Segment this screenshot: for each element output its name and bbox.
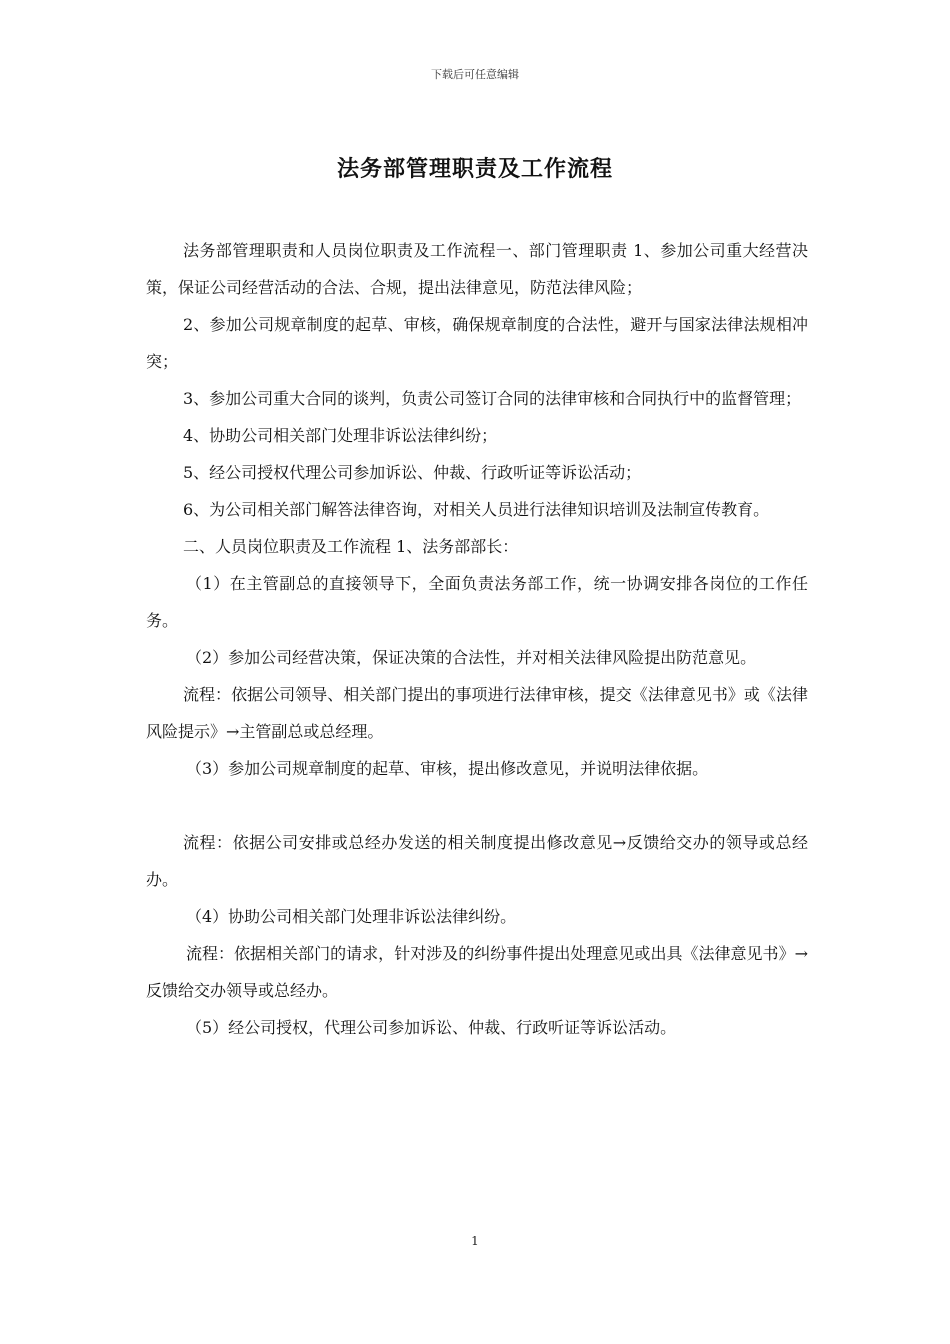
document-title: 法务部管理职责及工作流程 (336, 156, 613, 182)
paragraph: 流程：依据相关部门的请求，针对涉及的纠纷事件提出处理意见或出具《法律意见书》→反馈给交办领导或总经办。 (146, 944, 808, 1000)
paragraph: 4、协助公司相关部门处理非诉讼法律纠纷； (183, 426, 498, 445)
paragraph: （4）协助公司相关部门处理非诉讼法律纠纷。 (186, 907, 517, 926)
paragraph: 二、人员岗位职责及工作流程 1、法务部部长： (183, 537, 519, 556)
page-number: 1 (471, 1234, 479, 1248)
paragraph: （3）参加公司规章制度的起草、审核，提出修改意见，并说明法律依据。 (186, 759, 709, 778)
paragraph: （5）经公司授权，代理公司参加诉讼、仲裁、行政听证等诉讼活动。 (186, 1018, 677, 1037)
paragraph: 流程：依据公司安排或总经办发送的相关制度提出修改意见→反馈给交办的领导或总经办。 (146, 833, 808, 889)
paragraph: 2、参加公司规章制度的起草、审核，确保规章制度的合法性，避开与国家法律法规相冲突； (146, 315, 808, 371)
paragraph: 5、经公司授权代理公司参加诉讼、仲裁、行政听证等诉讼活动； (183, 463, 642, 482)
paragraph: 3、参加公司重大合同的谈判，负责公司签订合同的法律审核和合同执行中的监督管理； (183, 389, 802, 408)
paragraph: （2）参加公司经营决策，保证决策的合法性，并对相关法律风险提出防范意见。 (186, 648, 757, 667)
header-note: 下载后可任意编辑 (431, 68, 519, 81)
paragraph: 6、为公司相关部门解答法律咨询，对相关人员进行法律知识培训及法制宣传教育。 (183, 500, 770, 519)
paragraph: 法务部管理职责和人员岗位职责及工作流程一、部门管理职责 1、参加公司重大经营决策，保证公司经营活动的合法、合规，提出法律意见，防范法律风险； (146, 241, 808, 297)
paragraph: （1）在主管副总的直接领导下，全面负责法务部工作，统一协调安排各岗位的工作任务。 (146, 574, 808, 630)
paragraph: 流程：依据公司领导、相关部门提出的事项进行法律审核，提交《法律意见书》或《法律风险提示》→主管副总或总经理。 (146, 685, 808, 741)
document-body (146, 232, 808, 1046)
